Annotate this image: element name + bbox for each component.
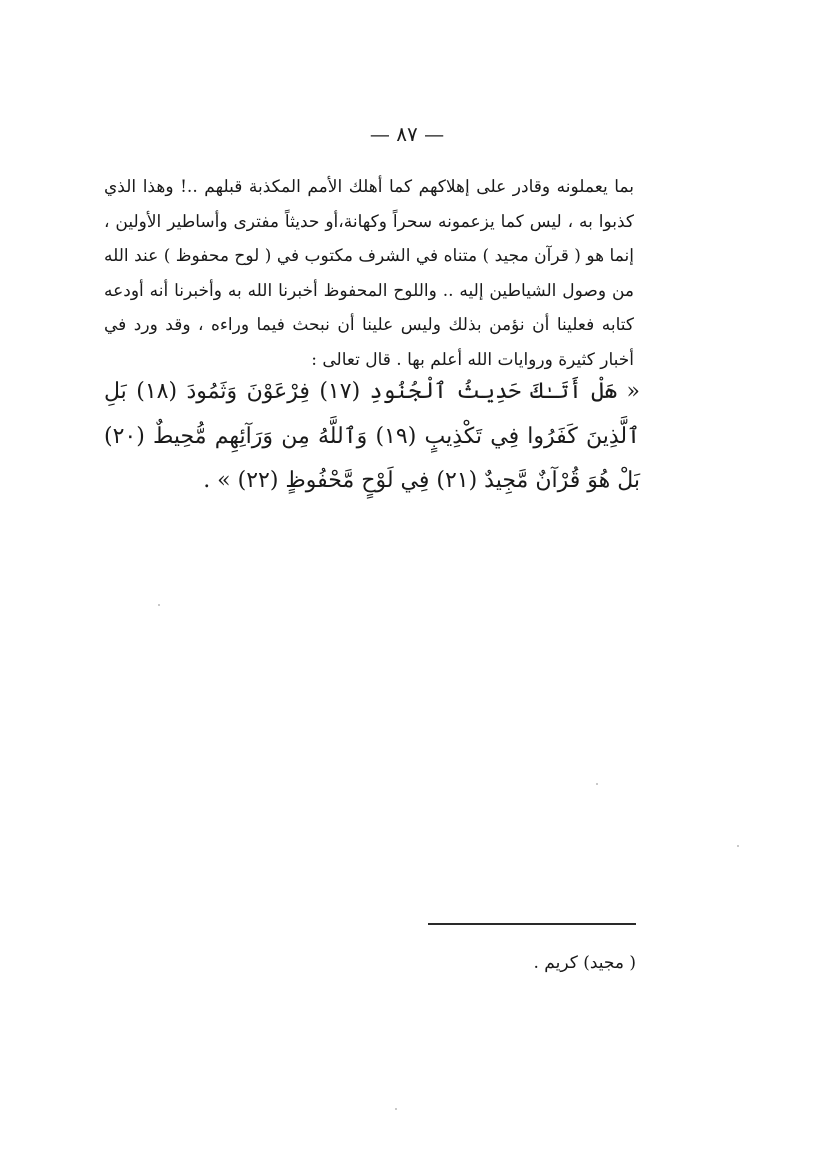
paper-speck [737,845,739,847]
page-number: — ٨٧ — [369,122,445,146]
commentary-text: بما يعملونه وقادر على إهلاكهم كما أهلك الأمم المكذبة قبلهم ..! وهذا الذي كذبوا به ، ليس كما يزعمونه سحراً وكهانة،أو حديثاً مفترى وأساطير الأولين ، إنما هو ( قرآن مجيد ) متناه في الشرف مكتوب في ( لوح محفوظ ) عند الله من وصول الشياطين إليه .. واللوح المحفوظ أخبرنا الله به وأخبرنا أنه أودعه كتابه فعلينا أن نؤمن بذلك وليس علينا أن نبحث فيما وراءه ، وقد ورد في أخبار كثيرة وروايات الله أعلم بها . قال تعالى : [104,177,634,370]
quran-verse-block [104,370,640,504]
paper-speck [158,604,160,606]
footnote-divider [428,923,636,925]
quran-verse-text: « هَلْ أَتَـٰكَ حَدِيثُ ٱلْجُنُودِ (١٧) فِرْعَوْنَ وَثَمُودَ (١٨) بَلِ ٱلَّذِينَ كَفَرُوا فِي تَكْذِيبٍ (١٩) وَٱللَّهُ مِن وَرَآئِهِم مُّحِيطٌ (٢٠) بَلْ هُوَ قُرْآنٌ مَّجِيدٌ (٢١) فِي لَوْحٍ مَّحْفُوظٍ (٢٢) » . [104,379,640,493]
paper-speck [596,783,598,785]
commentary-paragraph [104,170,634,377]
footnote-text: ( مجيد) كريم . [533,953,636,973]
paper-speck [395,1108,397,1110]
footnote [428,950,636,976]
